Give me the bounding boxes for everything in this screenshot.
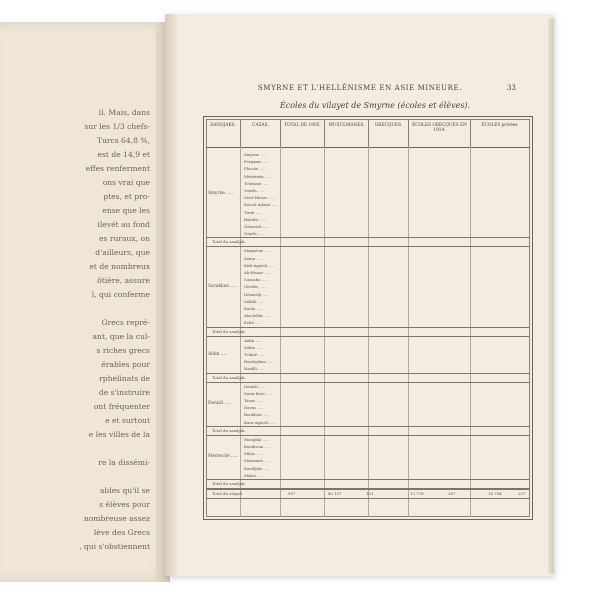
grand-total-label: Total du vilayet xyxy=(212,491,243,496)
kaza-name: Bouldour ..... xyxy=(244,412,270,418)
left-page-line: ables qu'il se xyxy=(99,486,150,495)
table-header-cell: MUSULMANES. xyxy=(324,119,368,147)
kaza-name: Ménémén ..... xyxy=(244,173,272,179)
grand-total-value: 997 xyxy=(288,491,296,496)
left-page-line: d'ailleurs, que xyxy=(95,248,150,257)
left-page-line: rphelinats de xyxy=(99,374,150,383)
kaza-name: Denizli ..... xyxy=(244,383,266,389)
kaza-name: Makri ..... xyxy=(244,472,264,478)
sandjak-total-row xyxy=(206,327,530,337)
left-page-line: ilevét au fond xyxy=(97,220,150,229)
left-page-line: e les villes de la xyxy=(88,430,150,439)
left-page-line: Turcs 64,8 %, xyxy=(96,136,150,145)
grand-total-row xyxy=(206,489,530,499)
kaza-name: Sokia ..... xyxy=(244,344,263,350)
kaza-name: Milas ..... xyxy=(244,451,263,457)
sandjak-name: Aïdin ..... xyxy=(208,351,228,357)
left-page-line: e et surtout xyxy=(105,416,150,425)
total-label: Total du sandjak. xyxy=(212,239,246,245)
kaza-name: Tavas ..... xyxy=(244,398,263,403)
left-page-line: Grecs repré- xyxy=(101,318,150,327)
left-page-line: l, qui conferme xyxy=(91,290,150,299)
left-page-line: nombreuse assez xyxy=(83,514,150,523)
left-page-line: ont fréquenter xyxy=(93,402,150,411)
grand-total-value: 101 xyxy=(366,491,374,496)
table-title: Écoles du vilayet de Smyrne (écoles et élèves). xyxy=(279,101,471,110)
grand-total-value: 40 107 xyxy=(328,491,342,496)
left-page-line: ôtière, assure xyxy=(97,276,150,285)
left-page-line: érables pour xyxy=(101,360,150,369)
total-label: Total du sandjak. xyxy=(212,374,246,380)
left-page-line: de s'instruire xyxy=(98,388,150,397)
kaza-name: Vourla ..... xyxy=(244,188,265,193)
left-page-line: s élèves pour xyxy=(99,500,150,509)
left-page-line: effes renferment xyxy=(85,164,150,173)
kaza-name: Smyrne ..... xyxy=(244,152,267,157)
left-page-line xyxy=(2,302,152,316)
kaza-name: Tchiné ..... xyxy=(244,352,265,357)
kaza-name: Cassaba ..... xyxy=(244,277,268,283)
left-page-text xyxy=(2,106,152,554)
kaza-name: Baïndir ..... xyxy=(244,216,266,222)
kaza-name: Sivri-Hissar ..... xyxy=(244,195,275,201)
grand-total-value: 14 784 xyxy=(488,491,502,496)
left-page-line xyxy=(2,470,152,484)
kaza-name: Tchesmé ..... xyxy=(244,180,269,186)
table-header-cell: GRECQUES. xyxy=(368,119,408,147)
kaza-name: Davas ..... xyxy=(244,405,264,411)
kaza-name: Vourla ..... xyxy=(244,231,265,237)
kaza-name: Sarai-Keui ..... xyxy=(244,390,272,396)
left-page-line: ense que les xyxy=(102,206,150,215)
left-page-line: et de nombreux xyxy=(89,262,150,271)
sandjak-total-row xyxy=(206,237,530,247)
table-header-cell: TOTAL DE 1905. xyxy=(280,119,324,147)
kaza-name: Boudroun ..... xyxy=(244,444,271,449)
page-edge xyxy=(548,18,554,574)
left-page-line: il. Mais, dans xyxy=(98,108,150,117)
kaza-name: Nazilli ..... xyxy=(244,366,265,372)
left-page-line: ptes, et pro- xyxy=(103,192,150,201)
page-number: 33 xyxy=(507,84,516,92)
kaza-name: Eché ..... xyxy=(244,320,262,326)
left-page-line: s riches grecs xyxy=(96,346,150,355)
table-header-cell: ÉCOLES GRECQUES EN 1914. xyxy=(408,119,470,147)
left-page-line: lève des Grecs xyxy=(93,528,150,537)
kaza-name: Bozdoghan ..... xyxy=(244,359,274,365)
kaza-name: Ak-Hissar ..... xyxy=(244,270,271,275)
kaza-name: Phocée ..... xyxy=(244,166,266,172)
table-header-cell: ÉCOLES privées xyxy=(470,119,528,147)
schools-table xyxy=(203,116,533,520)
sandjak-name: Sarukhan ..... xyxy=(208,284,238,289)
kaza-name: Pergame ..... xyxy=(244,159,269,165)
left-page-line xyxy=(2,442,152,456)
kaza-name: Démirdji ..... xyxy=(244,291,269,297)
sandjak-name: Smyrne ..... xyxy=(208,191,234,197)
right-page xyxy=(165,14,553,576)
sandjak-total-row xyxy=(206,373,530,383)
sandjak-name: Denizli ..... xyxy=(208,401,232,407)
table-header-cell: SANDJAKS. xyxy=(210,123,236,128)
kaza-name: Gördés ..... xyxy=(244,284,266,290)
page-gutter xyxy=(165,14,179,576)
kaza-name: Moughla ..... xyxy=(244,436,269,442)
left-page-line: , qui s'obstiennent xyxy=(79,542,150,551)
kaza-name: Kouch-Adassi ..... xyxy=(244,202,278,208)
kaza-name: Soma ..... xyxy=(244,255,263,261)
table-header-cell: CAZAS. xyxy=(240,119,280,147)
sandjak-total-row xyxy=(206,479,530,489)
kaza-name: Koula ..... xyxy=(244,306,263,311)
kaza-name: Aïdin ..... xyxy=(244,337,262,343)
kaza-name: Salihli ..... xyxy=(244,298,264,304)
left-page-line: ant, que la cul- xyxy=(92,332,150,341)
kaza-name: Marmaris ..... xyxy=(244,458,271,464)
grand-total-value: 207 xyxy=(518,491,526,496)
kaza-name: Magnésie ..... xyxy=(244,248,271,254)
kaza-name: Kouldjéiz ..... xyxy=(244,465,270,471)
left-page-line: es ruraux, on xyxy=(99,234,150,243)
total-label: Total du sandjak. xyxy=(212,427,246,433)
kaza-name: Alachéhir ..... xyxy=(244,313,271,319)
sandjak-name: Menteché ..... xyxy=(208,454,238,460)
left-page xyxy=(0,22,170,582)
kaza-name: Ödemich ..... xyxy=(244,224,270,229)
grand-total-value: 287 xyxy=(448,491,456,496)
kaza-name: Kirk-Agatch ..... xyxy=(244,262,275,268)
table-header-row xyxy=(206,119,530,148)
kaza-name: Kara-Agatch ..... xyxy=(244,419,277,425)
total-label: Total du sandjak. xyxy=(212,328,246,334)
left-page-line: re la dissémi- xyxy=(98,458,150,467)
left-page-line: sur les 1/3 chefs- xyxy=(84,122,150,131)
kaza-name: Tireh ..... xyxy=(244,209,262,215)
sandjak-total-row xyxy=(206,426,530,436)
grand-total-value: 13 776 xyxy=(410,491,424,496)
left-page-line: ons vrai que xyxy=(102,178,150,187)
left-page-line: est de 14,9 et xyxy=(97,150,150,159)
running-head: SMYRNE ET L'HELLÉNISME EN ASIE MINEURE. xyxy=(257,84,463,92)
total-label: Total du sandjak. xyxy=(212,481,246,486)
